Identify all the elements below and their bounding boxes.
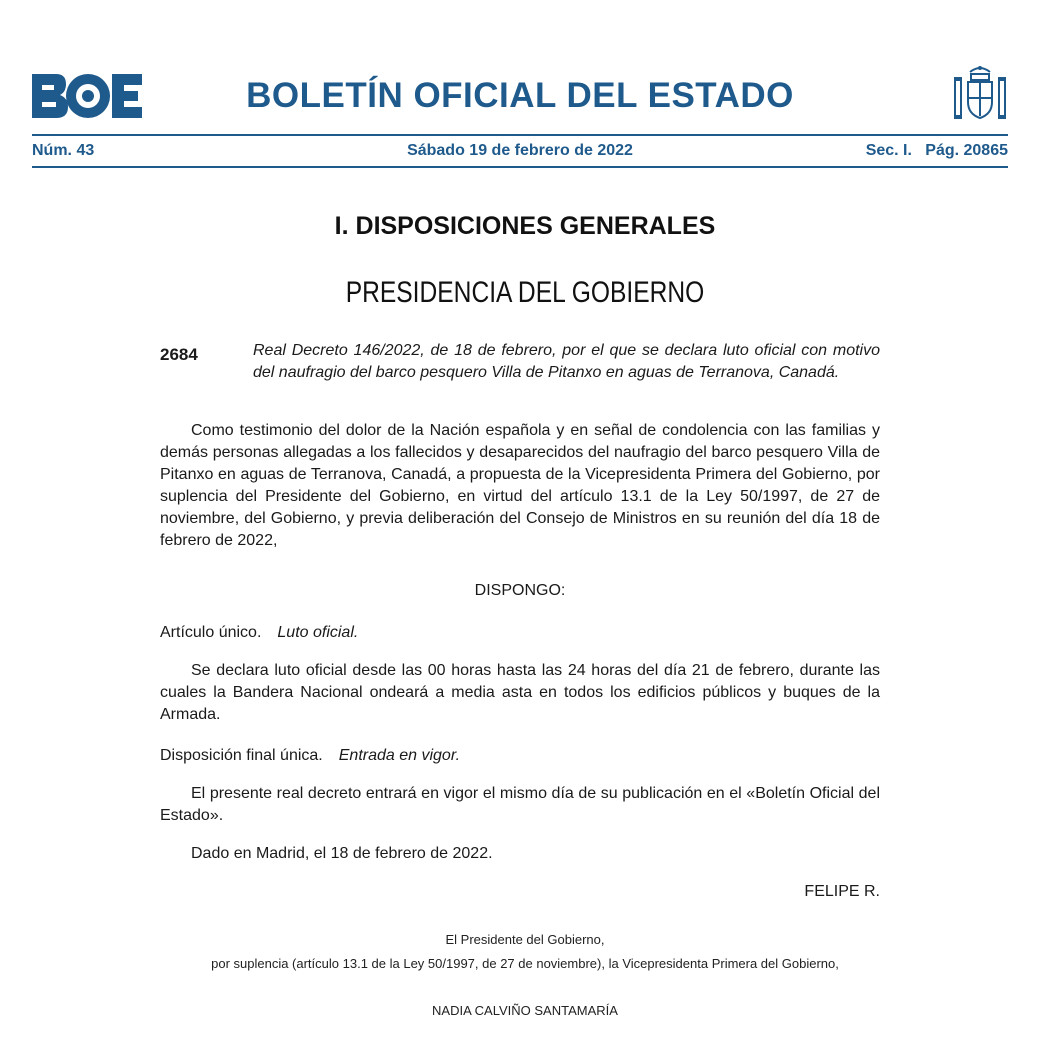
final-provision-title: Entrada en vigor. xyxy=(338,747,461,764)
gazette-title: BOLETÍN OFICIAL DEL ESTADO xyxy=(246,76,794,115)
boe-header xyxy=(32,62,1008,172)
final-provision-label: Disposición final única. xyxy=(160,747,323,764)
entry-number: 2684 xyxy=(160,345,198,364)
coat-of-arms-icon xyxy=(952,64,1008,124)
article-label: Artículo único. xyxy=(160,624,262,641)
royal-signature: FELIPE R. xyxy=(804,883,880,900)
header-rule-top xyxy=(32,134,1008,136)
organization-title: PRESIDENCIA DEL GOBIERNO xyxy=(345,276,705,309)
entry-heading xyxy=(160,340,880,406)
preamble-paragraph: Como testimonio del dolor de la Nación española y en señal de condolencia con las familias y demás personas allegadas a los fallecidos y desaparecidos del naufragio del barco pesquero Villa de Pitanxo en aguas de Terranova, Canadá, a propuesta de la Vicepresidenta Primera del Gobierno, por suplencia del Presidente del Gobierno, en virtud del artículo 13.1 de la Ley 50/1997, de 27 de noviembre, del Gobierno, y previa deliberación del Consejo de Ministros en su reunión del día 18 de febrero de 2022, xyxy=(160,422,880,549)
article-paragraph: Se declara luto oficial desde las 00 horas hasta las 24 horas del día 21 de febrero, durante las cuales la Bandera Nacional ondeará a media asta en todos los edificios públicos y buques de la Armada. xyxy=(160,662,880,723)
issue-date: Sábado 19 de febrero de 2022 xyxy=(407,142,633,159)
article-title: Luto oficial. xyxy=(277,624,359,641)
entry-title: Real Decreto 146/2022, de 18 de febrero, por el que se declara luto oficial con motivo del naufragio del barco pesquero Villa de Pitanxo en aguas de Terranova, Canadá. xyxy=(253,342,880,381)
section-title: I. DISPOSICIONES GENERALES xyxy=(334,212,716,240)
footer-line-2: por suplencia (artículo 13.1 de la Ley 50/1997, de 27 de noviembre), la Vicepresidenta Primera del Gobierno, xyxy=(211,956,839,971)
footer-signatory-name: NADIA CALVIÑO SANTAMARÍA xyxy=(432,1003,618,1018)
article-heading xyxy=(160,622,880,644)
footer-line-1: El Presidente del Gobierno, xyxy=(445,932,605,947)
dated-line: Dado en Madrid, el 18 de febrero de 2022. xyxy=(191,845,493,862)
section-page: Sec. I. Pág. 20865 xyxy=(865,142,1008,159)
dispongo-heading: DISPONGO: xyxy=(474,582,566,599)
final-provision-paragraph: El presente real decreto entrará en vigor el mismo día de su publicación en el «Boletín Oficial del Estado». xyxy=(160,785,880,824)
issue-number: Núm. 43 xyxy=(32,142,95,159)
header-meta xyxy=(32,142,1008,162)
document-body xyxy=(160,340,880,903)
final-provision-heading xyxy=(160,745,880,767)
header-rule-bottom xyxy=(32,166,1008,168)
